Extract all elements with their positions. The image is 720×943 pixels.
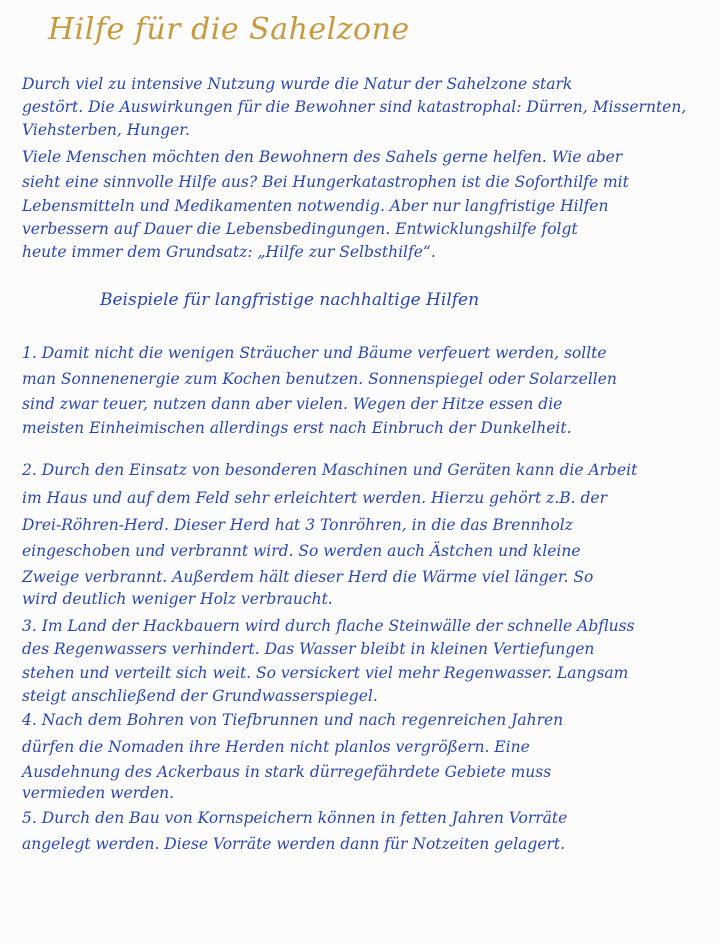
item-line: wird deutlich weniger Holz verbraucht. (22, 590, 333, 608)
intro-line: verbessern auf Dauer die Lebensbedingungen. Entwicklungshilfe folgt (22, 220, 578, 238)
intro-line: Viehsterben, Hunger. (22, 121, 190, 139)
page-title: Hilfe für die Sahelzone (48, 12, 410, 47)
intro-line: gestört. Die Auswirkungen für die Bewohner sind katastrophal: Dürren, Missernten, (22, 98, 687, 116)
intro-line: Viele Menschen möchten den Bewohnern des Sahels gerne helfen. Wie aber (22, 148, 623, 166)
item-line: angelegt werden. Diese Vorräte werden dann für Notzeiten gelagert. (22, 835, 566, 853)
intro-line: sieht eine sinnvolle Hilfe aus? Bei Hungerkatastrophen ist die Soforthilfe mit (22, 173, 629, 191)
item-line: dürfen die Nomaden ihre Herden nicht planlos vergrößern. Eine (22, 738, 530, 756)
item-line: stehen und verteilt sich weit. So versickert viel mehr Regenwasser. Langsam (22, 664, 629, 682)
item-line: eingeschoben und verbrannt wird. So werden auch Ästchen und kleine (22, 542, 581, 560)
item-line: vermieden werden. (22, 784, 175, 802)
intro-line: Lebensmitteln und Medikamenten notwendig. Aber nur langfristige Hilfen (22, 197, 609, 215)
item-line: 5. Durch den Bau von Kornspeichern können in fetten Jahren Vorräte (22, 809, 568, 827)
item-line: sind zwar teuer, nutzen dann aber vielen. Wegen der Hitze essen die (22, 395, 563, 413)
intro-line: Durch viel zu intensive Nutzung wurde die Natur der Sahelzone stark (22, 75, 573, 93)
item-line: 1. Damit nicht die wenigen Sträucher und Bäume verfeuert werden, sollte (22, 344, 607, 362)
item-line: 4. Nach dem Bohren von Tiefbrunnen und nach regenreichen Jahren (22, 711, 564, 729)
item-line: 2. Durch den Einsatz von besonderen Maschinen und Geräten kann die Arbeit (22, 461, 638, 479)
item-line: im Haus und auf dem Feld sehr erleichtert werden. Hierzu gehört z.B. der (22, 489, 607, 507)
item-line: Drei-Röhren-Herd. Dieser Herd hat 3 Tonröhren, in die das Brennholz (22, 516, 573, 534)
item-line: man Sonnenenergie zum Kochen benutzen. Sonnenspiegel oder Solarzellen (22, 370, 617, 388)
item-line: steigt anschließend der Grundwasserspiegel. (22, 687, 378, 705)
item-line: 3. Im Land der Hackbauern wird durch flache Steinwälle der schnelle Abfluss (22, 617, 635, 635)
item-line: meisten Einheimischen allerdings erst nach Einbruch der Dunkelheit. (22, 419, 572, 437)
intro-line: heute immer dem Grundsatz: „Hilfe zur Selbsthilfe“. (22, 243, 436, 261)
item-line: Zweige verbrannt. Außerdem hält dieser Herd die Wärme viel länger. So (22, 568, 594, 586)
item-line: des Regenwassers verhindert. Das Wasser bleibt in kleinen Vertiefungen (22, 640, 595, 658)
examples-heading: Beispiele für langfristige nachhaltige Hilfen (100, 290, 480, 310)
item-line: Ausdehnung des Ackerbaus in stark dürregefährdete Gebiete muss (22, 763, 552, 781)
